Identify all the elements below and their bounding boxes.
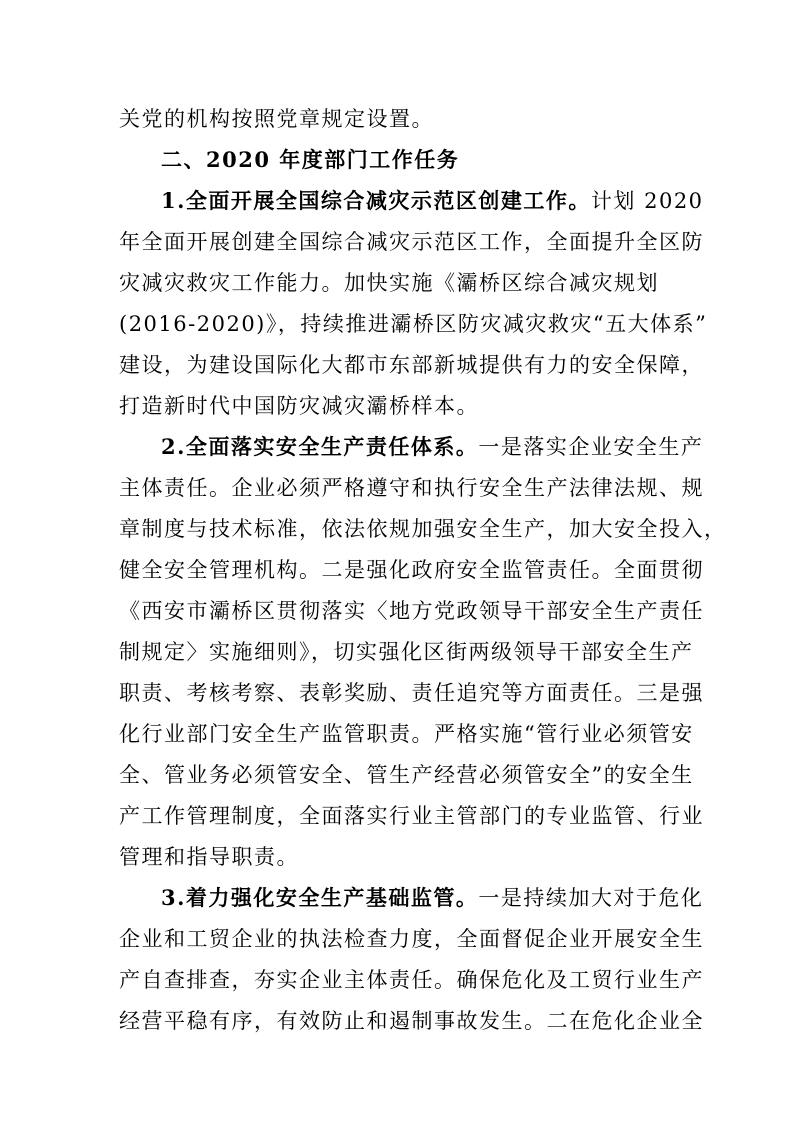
paragraph-line: 产自查排查，夯实企业主体责任。确保危化及工贸行业生产 bbox=[119, 968, 704, 992]
paragraph-line: 章制度与技术标准，依法依规加强安全生产，加大安全投入， bbox=[119, 517, 727, 541]
paragraph-line: 职责、考核考察、表彰奖励、责任追究等方面责任。三是强 bbox=[119, 681, 704, 705]
item-2-first-line bbox=[161, 432, 703, 462]
paragraph-line: 企业和工贸企业的执法检查力度，全面督促企业开展安全生 bbox=[119, 927, 704, 951]
paragraph-line: 产工作管理制度，全面落实行业主管部门的专业监管、行业 bbox=[119, 804, 704, 828]
item-3-text: 一是持续加大对于危化 bbox=[478, 886, 704, 910]
paragraph-line: 健全安全管理机构。二是强化政府安全监管责任。全面贯彻 bbox=[119, 558, 704, 582]
item-1-text: 计划 2020 bbox=[590, 189, 704, 213]
section-heading: 二、2020 年度部门工作任务 bbox=[161, 147, 460, 172]
paragraph-line: 灾减灾救灾工作能力。加快实施《灞桥区综合减灾规划 bbox=[119, 271, 659, 295]
paragraph-line: 经营平稳有序，有效防止和遏制事故发生。二在危化企业全 bbox=[119, 1009, 704, 1033]
paragraph-line: 化行业部门安全生产监管职责。严格实施“管行业必须管安 bbox=[119, 722, 694, 746]
paragraph-line: (2016-2020)》，持续推进灞桥区防灾减灾救灾“五大体系” bbox=[119, 312, 708, 336]
item-2-text: 一是落实企业安全生产 bbox=[478, 435, 704, 459]
paragraph-line: 《西安市灞桥区贯彻落实〈地方党政领导干部安全生产责任 bbox=[119, 599, 704, 623]
paragraph-line: 管理和指导职责。 bbox=[119, 845, 299, 869]
paragraph-line: 建设，为建设国际化大都市东部新城提供有力的安全保障， bbox=[119, 353, 704, 377]
item-2-title: 2.全面落实安全生产责任体系。 bbox=[161, 434, 479, 459]
item-1-title: 1.全面开展全国综合减灾示范区创建工作。 bbox=[161, 188, 591, 213]
paragraph-line: 关党的机构按照党章规定设置。 bbox=[119, 107, 434, 131]
item-3-first-line bbox=[161, 883, 703, 913]
paragraph-line: 制规定〉实施细则》，切实强化区街两级领导干部安全生产 bbox=[119, 640, 694, 664]
paragraph-line: 打造新时代中国防灾减灾灞桥样本。 bbox=[119, 394, 479, 418]
paragraph-line: 年全面开展创建全国综合减灾示范区工作，全面提升全区防 bbox=[119, 230, 704, 254]
item-1-first-line bbox=[161, 186, 704, 216]
paragraph-line: 全、管业务必须管安全、管生产经营必须管安全”的安全生 bbox=[119, 763, 694, 787]
item-3-title: 3.着力强化安全生产基础监管。 bbox=[161, 885, 479, 910]
paragraph-line: 主体责任。企业必须严格遵守和执行安全生产法律法规、规 bbox=[119, 476, 704, 500]
